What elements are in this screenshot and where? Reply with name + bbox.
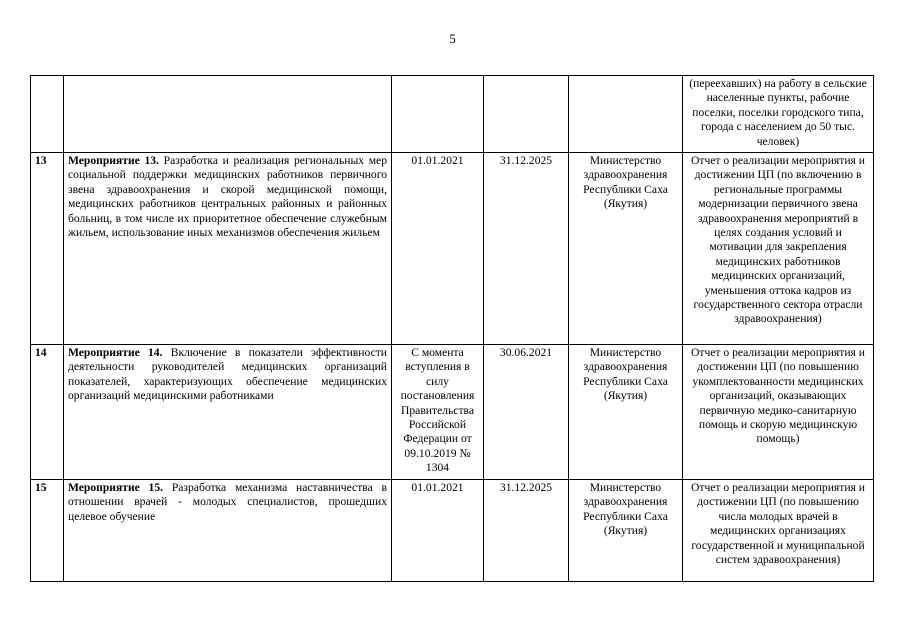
expected-result: Отчет о реализации мероприятия и достижении ЦП (по повышению укомплектованности медицинских организаций, оказывающих первичную медико-санитарную помощь и скорую медицинскую помощь) [683, 345, 874, 480]
event-text: Разработка и реализация региональных мер социальной поддержки медицинских работников первичного звена здравоохранения и скорой медицинской помощи, медицинских работников центральных районных и районных больниц, в том числе их приоритетное обеспечение служебным жильем, использование иных механизмов обеспечения жильем [68, 154, 387, 240]
event-cell [64, 345, 392, 480]
end-date [484, 76, 569, 153]
responsible [569, 76, 683, 153]
event-title: Мероприятие 13. [68, 154, 159, 167]
row-number [31, 76, 64, 153]
responsible: Министерство здравоохранения Республики Саха (Якутия) [569, 345, 683, 480]
row-number: 13 [31, 153, 64, 345]
row-number: 15 [31, 480, 64, 582]
activities-table [30, 75, 874, 582]
end-date: 30.06.2021 [484, 345, 569, 480]
row-number: 14 [31, 345, 64, 480]
start-date: 01.01.2021 [392, 153, 484, 345]
expected-result: Отчет о реализации мероприятия и достижении ЦП (по повышению числа молодых врачей в медицинских организациях государственной и муниципальной систем здравоохранения) [683, 480, 874, 582]
event-text: Разработка механизма наставничества в отношении врачей - молодых специалистов, прошедших целевое обучение [68, 481, 387, 523]
responsible: Министерство здравоохранения Республики Саха (Якутия) [569, 153, 683, 345]
event-title: Мероприятие 15. [68, 481, 164, 494]
table-row [31, 480, 874, 582]
event-cell [64, 76, 392, 153]
end-date: 31.12.2025 [484, 153, 569, 345]
expected-result: Отчет о реализации мероприятия и достижении ЦП (по включению в региональные программы модернизации первичного звена здравоохранения мероприятий в целях создания условий и мотивации для закрепления медицинских работников медицинских организаций, уменьшения оттока кадров из государственного сектора отрасли здравоохранения) [683, 153, 874, 345]
start-date: 01.01.2021 [392, 480, 484, 582]
table-row [31, 345, 874, 480]
page-number: 5 [449, 31, 456, 46]
expected-result: (переехавших) на работу в сельские населенные пункты, рабочие поселки, поселки городского типа, города с населением до 50 тыс. человек) [683, 76, 874, 153]
start-date [392, 76, 484, 153]
end-date: 31.12.2025 [484, 480, 569, 582]
event-cell [64, 480, 392, 582]
table-row [31, 153, 874, 345]
start-date: С момента вступления в силу постановления Правительства Российской Федерации от 09.10.2019 № 1304 [392, 345, 484, 480]
event-cell [64, 153, 392, 345]
table-row [31, 76, 874, 153]
event-text: Включение в показатели эффективности деятельности руководителей медицинских организаций показателей, характеризующих обеспечение медицинских организаций медицинскими работниками [68, 346, 387, 403]
responsible: Министерство здравоохранения Республики Саха (Якутия) [569, 480, 683, 582]
event-title: Мероприятие 14. [68, 346, 163, 359]
